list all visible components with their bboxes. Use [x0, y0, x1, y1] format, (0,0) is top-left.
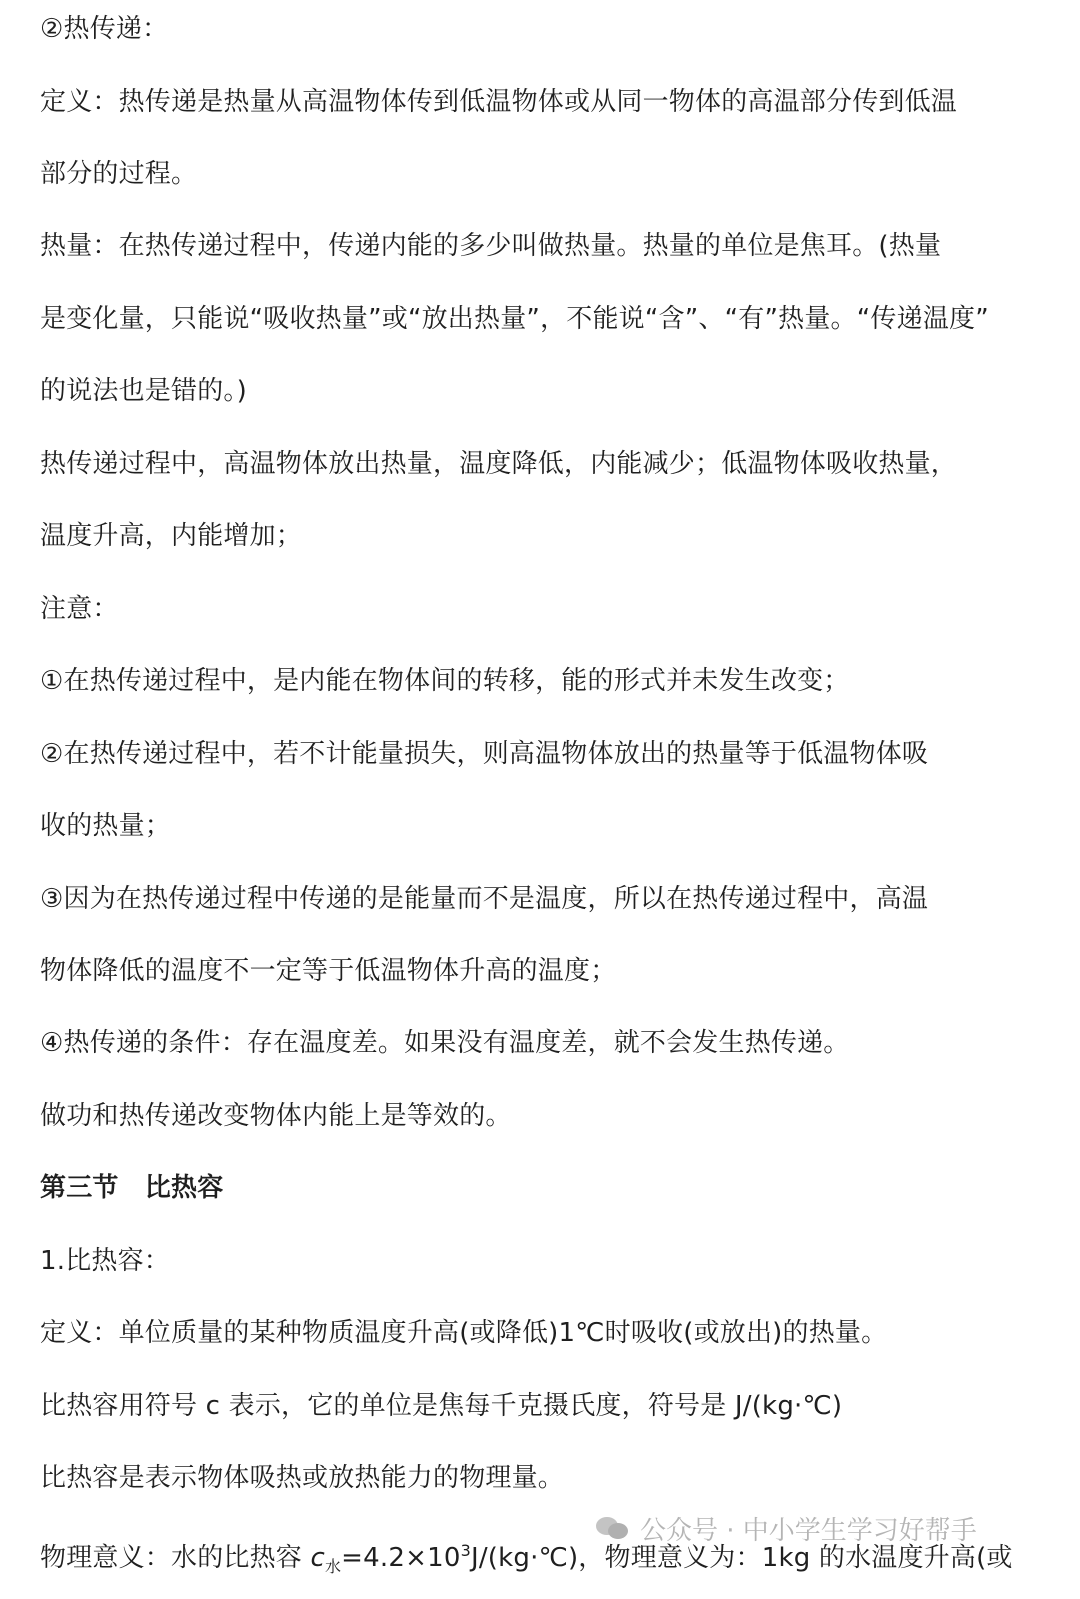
note-label: 注意： — [40, 594, 119, 624]
note-4: ④热传递的条件：存在温度差。如果没有温度差，就不会发生热传递。 — [40, 1028, 850, 1058]
specific-heat-meaning: 比热容是表示物体吸热或放热能力的物理量。 — [40, 1463, 565, 1493]
specific-heat-title: 1.比热容： — [40, 1246, 171, 1276]
definition-line-1: 定义：热传递是热量从高温物体传到低温物体或从同一物体的高温部分传到低温 — [40, 87, 958, 117]
watermark-text: 公众号 · 中小学生学习好帮手 — [640, 1515, 977, 1546]
water-value: =4.2×10 — [341, 1543, 461, 1573]
section-heading: 第三节 比热容 — [40, 1173, 224, 1203]
specific-heat-unit: 比热容用符号 c 表示，它的单位是焦每千克摄氏度，符号是 J/(kg·℃) — [40, 1391, 843, 1421]
exponent: 3 — [460, 1541, 471, 1560]
c-symbol: c — [310, 1543, 325, 1573]
physical-meaning-suffix: J/(kg·℃)，物理意义为：1kg 的水温度升高(或 — [470, 1543, 1013, 1573]
note-2-line-2: 收的热量； — [40, 811, 172, 841]
physical-meaning-prefix: 物理意义：水的比热容 — [40, 1543, 311, 1573]
note-2-line-1: ②在热传递过程中，若不计能量损失，则高温物体放出的热量等于低温物体吸 — [40, 739, 929, 769]
equivalence-statement: 做功和热传递改变物体内能上是等效的。 — [40, 1101, 512, 1131]
specific-heat-definition: 定义：单位质量的某种物质温度升高(或降低)1℃时吸收(或放出)的热量。 — [40, 1318, 888, 1348]
process-line-1: 热传递过程中，高温物体放出热量，温度降低，内能减少；低温物体吸收热量， — [40, 449, 958, 479]
heat-quantity-line-3: 的说法也是错的。) — [40, 376, 247, 406]
water-subscript: 水 — [324, 1557, 342, 1576]
watermark — [596, 1510, 977, 1546]
heat-quantity-line-1: 热量：在热传递过程中，传递内能的多少叫做热量。热量的单位是焦耳。(热量 — [40, 231, 942, 261]
definition-line-2: 部分的过程。 — [40, 159, 198, 189]
item-heat-transfer-title: ②热传递： — [40, 14, 169, 44]
note-3-line-1: ③因为在热传递过程中传递的是能量而不是温度，所以在热传递过程中，高温 — [40, 884, 929, 914]
heat-quantity-line-2: 是变化量，只能说“吸收热量”或“放出热量”，不能说“含”、“有”热量。“传递温度” — [40, 304, 989, 334]
note-3-line-2: 物体降低的温度不一定等于低温物体升高的温度； — [40, 956, 617, 986]
note-1: ①在热传递过程中，是内能在物体间的转移，能的形式并未发生改变； — [40, 666, 850, 696]
wechat-icon — [596, 1515, 630, 1541]
process-line-2: 温度升高，内能增加； — [40, 521, 303, 551]
